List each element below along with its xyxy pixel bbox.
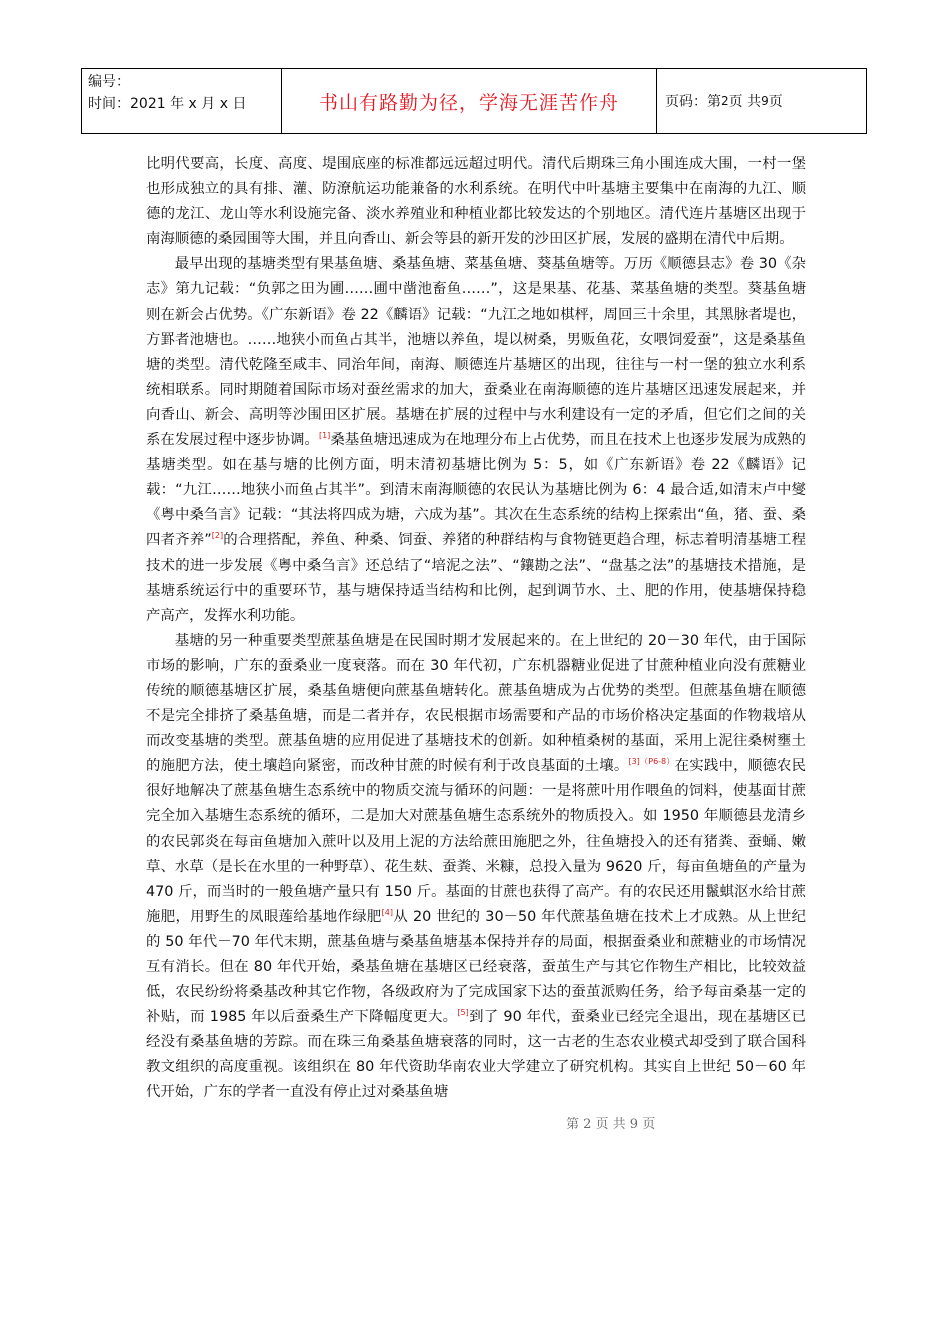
document-date: 时间：2021 年 x 月 x 日 [88, 96, 247, 112]
page-current: 2 [721, 94, 729, 108]
header-meta [82, 69, 282, 133]
document-number-label: 编号： [88, 74, 130, 90]
citation-3[interactable]: [3]（P6-8） [628, 757, 675, 767]
page-total: 9 [761, 94, 769, 108]
page-suffix: 页 [768, 94, 783, 110]
paragraph-2-text-b: 桑基鱼塘迅速成为在地理分布上占优势，而且在技术上也逐步发展为成熟的基塘类型。如在基与塘的比例方面，明末清初基塘比例为 5：5，如《广东新语》卷 22《麟语》记载：“九江……地狭小而鱼占其半”。到清末南海顺德的农民认为基塘比例为 6：4 最合适,如清末卢中燮《粤中桑刍言》记载：“其法将四成为塘，六成为基”。其次在生态系统的结构上探索出“鱼，猪、蚕、桑四者齐养” [146, 432, 806, 549]
page-number [657, 69, 866, 133]
citation-5[interactable]: [5] [457, 1008, 469, 1018]
paragraph-3-text-d: 到了 90 年代，蚕桑业已经完全退出，现在基塘区已经没有桑基鱼塘的芳踪。而在珠三角桑基鱼塘衰落的同时，这一古老的生态农业模式却受到了联合国科教文组织的高度重视。该组织在 80 年代资助华南农业大学建立了研究机构。其实自上世纪 50－60 年代开始，广东的学者一直没有停止过对桑基鱼塘 [146, 1009, 806, 1101]
paragraph-2-text-a: 最早出现的基塘类型有果基鱼塘、桑基鱼塘、菜基鱼塘、葵基鱼塘等。万历《顺德县志》卷 30《杂志》第九记载：“负郭之田为圃……圃中凿池畜鱼……”，这是果基、花基、菜基鱼塘的类型。葵基鱼塘则在新会占优势。《广东新语》卷 22《麟语》记载：“九江之地如棋枰，周回三十余里，其黑脉者堤也，方罫者池塘也。……地狭小而鱼占其半，池塘以养鱼，堤以树桑，男贩鱼花，女喂饲爱蚕”，这是桑基鱼塘的类型。清代乾隆至咸丰、同治年间，南海、顺德连片基塘区的出现，往往与一村一堡的独立水利系统相联系。同时期随着国际市场对蚕丝需求的加大，蚕桑业在南海顺德的连片基塘区迅速发展起来，并向香山、新会、高明等沙围田区扩展。基塘在扩展的过程中与水利建设有一定的矛盾，但它们之间的关系在发展过程中逐步协调。 [146, 256, 806, 449]
document-body [146, 152, 806, 1106]
page-middle: 页 共 [728, 94, 762, 110]
citation-2[interactable]: [2] [211, 531, 224, 541]
paragraph-3-text-a: 基塘的另一种重要类型蔗基鱼塘是在民国时期才发展起来的。在上世纪的 20－30 年代，由于国际市场的影响，广东的蚕桑业一度衰落。而在 30 年代初，广东机器糖业促进了甘蔗种植业向没有蔗糖业传统的顺德基塘区扩展，桑基鱼塘便向蔗基鱼塘转化。蔗基鱼塘成为占优势的类型。但蔗基鱼塘在顺德不是完全排挤了桑基鱼塘，而是二者并存，农民根据市场需要和产品的市场价格决定基面的作物栽培从而改变基塘的类型。蔗基鱼塘的应用促进了基塘技术的创新。如种植桑树的基面，采用上泥往桑树壅土的施肥方法，使土壤趋向紧密，而改种甘蔗的时候有利于改良基面的土壤。 [146, 632, 806, 775]
paragraph-3-text-b: 在实践中，顺德农民很好地解决了蔗基鱼塘生态系统中的物质交流与循环的问题：一是将蔗叶用作喂鱼的饲料，使基面甘蔗完全加入基塘生态系统的循环，二是加大对蔗基鱼塘生态系统外的物质投入。如 1950 年顺德县龙清乡的农民郭炎在每亩鱼塘加入蔗叶以及用上泥的方法给蔗田施肥之外，往鱼塘投入的还有猪粪、蚕蛹、嫩草、水草（是长在水里的一种野草）、花生麸、蚕粪、米糠，总投入量为 9620 斤，每亩鱼塘鱼的产量为 470 斤，而当时的一般鱼塘产量只有 150 斤。基面的甘蔗也获得了高产。有的农民还用鬣蜞沤水给甘蔗施肥，用野生的凤眼莲给基地作绿肥 [146, 758, 806, 925]
page-header [81, 68, 867, 134]
paragraph-2-text-c: 的合理搭配，养鱼、种桑、饲蚕、养猪的种群结构与食物链更趋合理，标志着明清基塘工程技术的进一步发展《粤中桑刍言》还总结了“培泥之法”、“鑲勘之法”、“盘基之法”的基塘技术措施，是基塘系统运行中的重要环节，基与塘保持适当结构和比例，起到调节水、土、肥的作用，使基塘保持稳产高产，发挥水利功能。 [146, 532, 806, 624]
header-motto: 书山有路勤为径，学海无涯苦作舟 [282, 69, 657, 133]
paragraph-2 [146, 252, 806, 628]
page-prefix: 页码：第 [665, 94, 721, 110]
page-number-overlay: 第 2 页 共 9 页 [566, 1117, 656, 1132]
citation-1[interactable]: [1] [318, 431, 331, 441]
paragraph-1: 比明代要高，长度、高度、堤围底座的标准都远远超过明代。清代后期珠三角小围连成大围，一村一堡也形成独立的具有排、灌、防潦航运功能兼备的水利系统。在明代中叶基塘主要集中在南海的九江、顺德的龙江、龙山等水利设施完备、淡水养殖业和种植业都比较发达的个别地区。清代连片基塘区出现于南海顺德的桑园围等大围，并且向香山、新会等县的新开发的沙田区扩展，发展的盛期在清代中后期。 [146, 156, 806, 248]
paragraph-3 [146, 629, 806, 1106]
citation-4[interactable]: [4] [381, 907, 393, 917]
paragraph-3-text-c: 从 20 世纪的 30－50 年代蔗基鱼塘在技术上才成熟。从上世纪的 50 年代－70 年代末期，蔗基鱼塘与桑基鱼塘基本保持并存的局面，根据蚕桑业和蔗糖业的市场情况互有消长。但在 80 年代开始，桑基鱼塘在基塘区已经衰落，蚕茧生产与其它作物生产相比，比较效益低，农民纷纷将桑基改种其它作物，各级政府为了完成国家下达的蚕茧派购任务，给予每亩桑基一定的补贴，而 1985 年以后蚕桑生产下降幅度更大。 [146, 908, 806, 1026]
